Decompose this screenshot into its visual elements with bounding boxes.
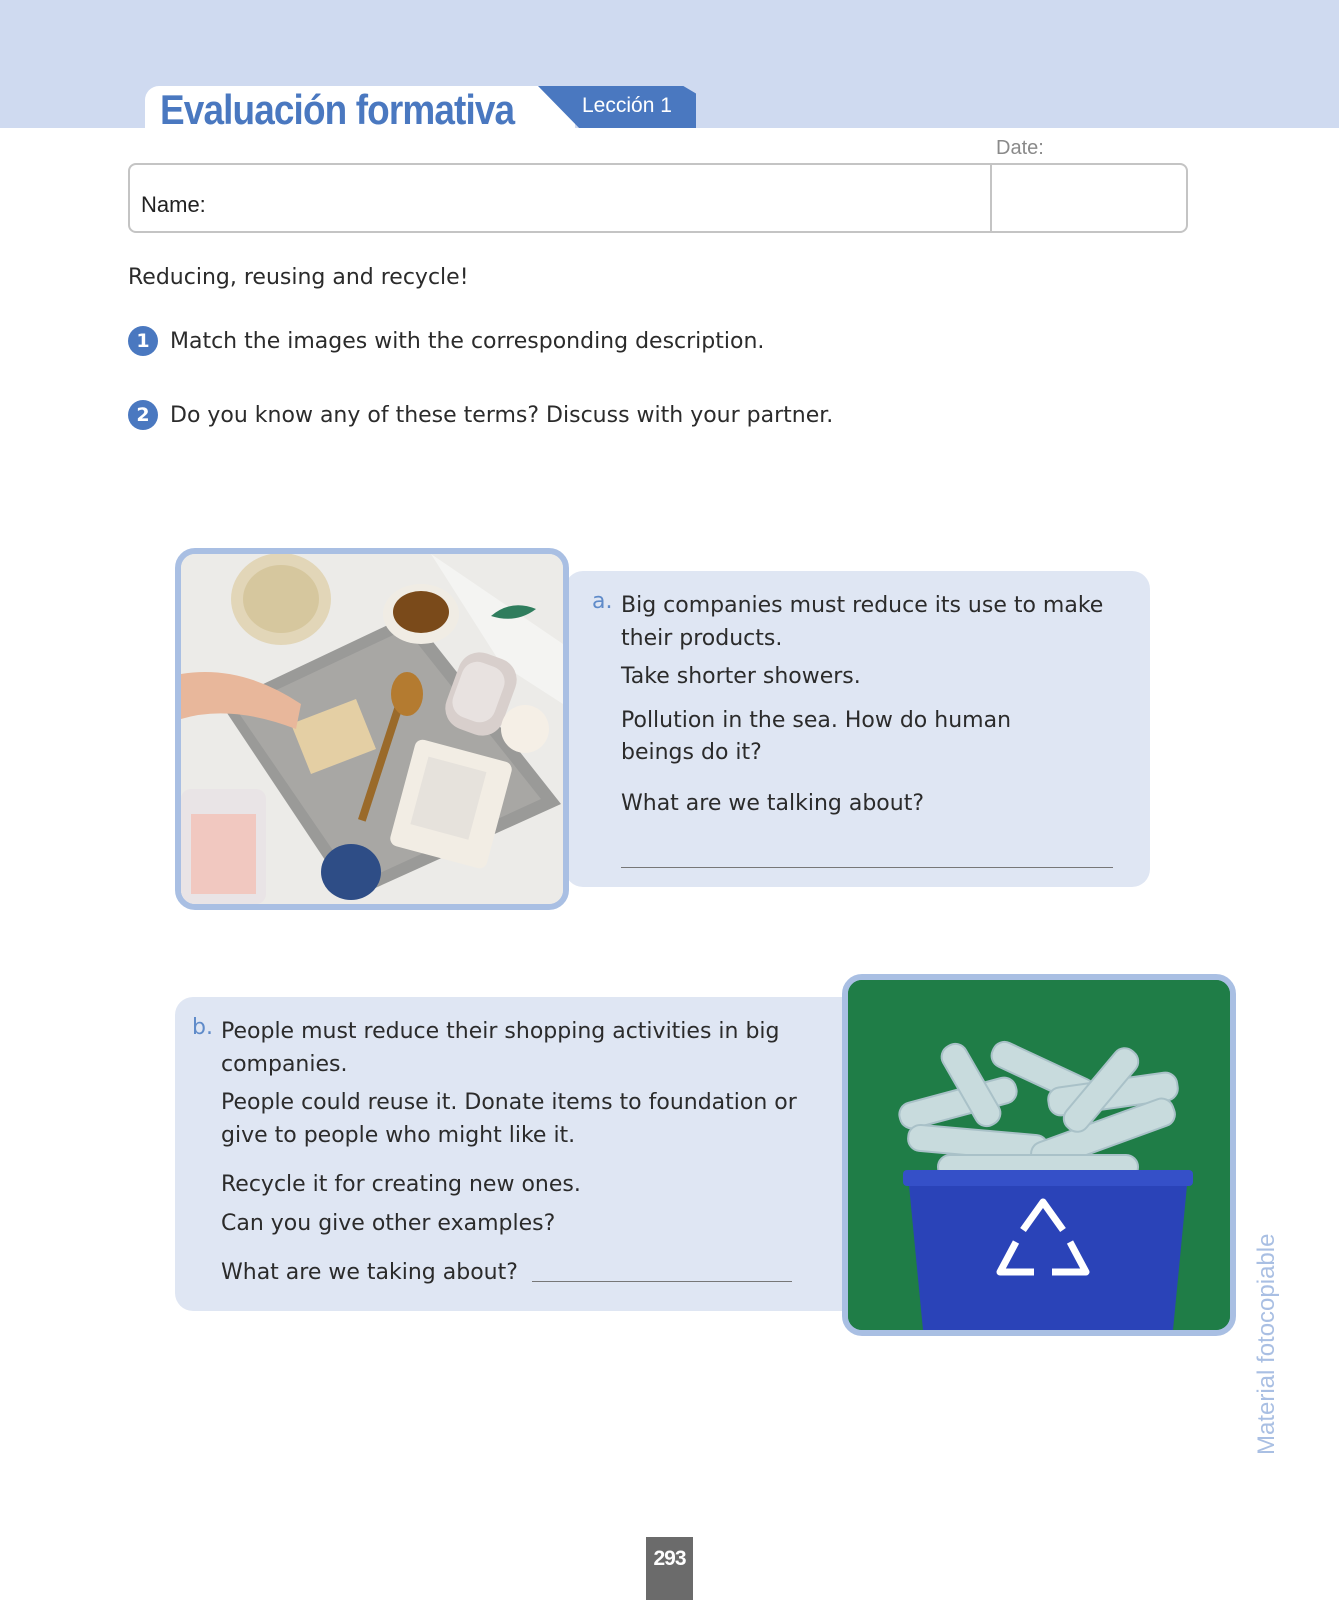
- card-text: Take shorter showers.: [621, 664, 861, 689]
- natural-products-photo: [175, 548, 569, 910]
- instruction-text: Match the images with the corresponding description.: [170, 328, 765, 354]
- card-text: beings do it?: [621, 740, 762, 765]
- card-text: People could reuse it. Donate items to foundation or: [221, 1090, 797, 1115]
- natural-products-illustration: [181, 554, 563, 904]
- recycling-bin-illustration: [848, 980, 1230, 1330]
- card-text: their products.: [621, 626, 783, 651]
- page-number: 293: [646, 1537, 693, 1600]
- page-title: Evaluación formativa: [160, 86, 515, 133]
- card-text: companies.: [221, 1052, 348, 1077]
- item-letter: a.: [592, 589, 613, 614]
- card-text: give to people who might like it.: [221, 1123, 576, 1148]
- card-text: Pollution in the sea. How do human: [621, 708, 1012, 733]
- photocopy-notice: Material fotocopiable: [1253, 1233, 1280, 1455]
- card-text: Can you give other examples?: [221, 1211, 556, 1236]
- answer-line[interactable]: [532, 1281, 792, 1282]
- card-question: What are we taking about?: [221, 1260, 518, 1285]
- worksheet-subtitle: Reducing, reusing and recycle!: [128, 265, 469, 290]
- card-text: Big companies must reduce its use to make: [621, 593, 1104, 618]
- number-badge: 1: [128, 326, 158, 356]
- name-date-divider: [990, 163, 992, 233]
- date-label: Date:: [996, 137, 1044, 159]
- answer-line[interactable]: [621, 867, 1113, 868]
- instruction-1: [128, 326, 764, 356]
- recycling-bin-photo: [842, 974, 1236, 1336]
- instruction-text: Do you know any of these terms? Discuss with your partner.: [170, 402, 834, 428]
- instruction-2: [128, 400, 833, 430]
- card-question: What are we talking about?: [621, 791, 925, 816]
- card-text: Recycle it for creating new ones.: [221, 1172, 581, 1197]
- name-label: Name:: [141, 192, 206, 217]
- lesson-label: Lección 1: [582, 94, 672, 117]
- name-field[interactable]: [128, 163, 1188, 233]
- number-badge: 2: [128, 400, 158, 430]
- card-text: People must reduce their shopping activities in big: [221, 1019, 780, 1044]
- item-letter: b.: [192, 1015, 213, 1040]
